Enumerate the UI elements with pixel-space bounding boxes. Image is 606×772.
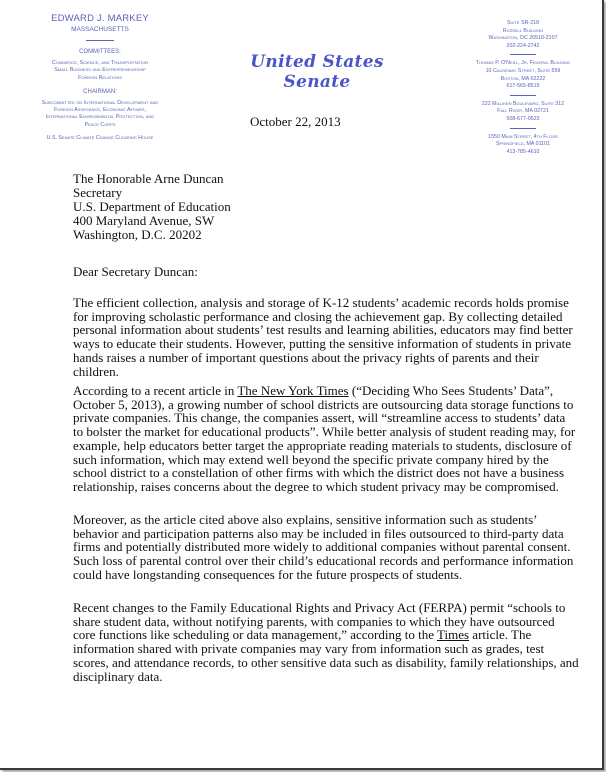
recipient-line: 400 Maryland Avenue, SW [73,213,215,228]
text-span: According to a recent article in [73,383,238,398]
letter-date: October 22, 2013 [250,114,341,129]
senator-name: EDWARD J. MARKEY [51,13,149,24]
office-fall-river [458,101,588,124]
text-line: disciplinary data. [73,668,163,684]
text-line: could have longstanding consequences for the future prospects of students. [73,566,463,582]
paragraph-2 [73,384,593,494]
committee-item: Commerce, Science, and Transportation [51,60,149,66]
office-line: Springfield, MA 01101 [496,141,550,148]
senator-state: MASSACHUSETTS [71,26,129,33]
senate-title: United States Senate [250,52,384,92]
recipient-line: U.S. Department of Education [73,199,231,214]
nyt-reference: The New York Times [237,383,349,398]
text-line: Recent changes to the Family Educational Rights and Privacy Act (FERPA) permit “schools to [73,600,566,615]
text-line: scores, and attendance records, to other sensitive data such as disability, family relationships, and [73,654,579,670]
text-line: personal information about students’ test results and learning abilities, educators may find better [73,322,573,338]
recipient-line: The Honorable Arne Duncan [73,171,224,186]
chairman-line: International Environmental Protection, and [45,114,155,121]
text-line: relationship, raises concerns about the degree to which student privacy may be compromised. [73,478,559,494]
divider [86,40,114,41]
text-line: private companies. This change, the companies assert, will “streamline access to students’ data [73,410,566,426]
text-line: example, help educators better target the appropriate reading materials to students, disclosure of [73,437,572,453]
text-line: such information, which may extend well beyond the specific private company hired by the [73,451,549,467]
text-span: (“Deciding Who Sees Students’ Data”, [348,383,554,398]
text-line: Moreover, as the article cited above also explains, sensitive information such as students’ [73,512,538,527]
office-springfield [458,134,588,157]
text-line: Such loss of parental control over their child’s educational records and performance information [73,553,574,569]
text-line: for improving scholastic performance and closing the achievement gap. By collecting detailed [73,308,563,324]
committee-item: Foreign Relations [78,74,122,81]
chairman-line: Peace Corps [84,121,116,128]
text-line: The efficient collection, analysis and storage of K-12 students’ academic records holds promise [73,295,569,310]
divider [510,95,536,96]
text-span: core functions like scheduling or data management,” according to the [73,627,437,643]
paragraph-4 [73,601,593,683]
letterhead-left [20,13,180,142]
text-span: article. The [469,627,532,643]
committees-heading: COMMITTEES: [79,49,121,55]
text-line: ways to educate their students. However, putting the sensitive information of students in private [73,336,572,352]
chairman-line: Foreign Assistance, Economic Affairs, [53,107,147,114]
office-line: Russell Building [502,27,544,34]
office-line: Boston, MA 02222 [500,75,546,82]
chairman-list [20,100,180,129]
divider [510,54,536,55]
divider [510,128,536,129]
text-line: share student data, without notifying parents, with companies to which they have outsourced [73,613,555,629]
office-phone: 413-785-4610 [506,148,540,155]
office-dc [458,20,588,50]
chairman-line: Subcommittee on International Development and [41,99,159,106]
text-line: hands raises a number of important questions about the privacy rights of parents and their [73,349,539,365]
letterhead-right [458,20,588,156]
office-line: 222 Milliken Boulevard, Suite 312 [481,100,565,107]
office-line: 10 Causeway Street, Suite 559 [485,67,561,74]
chairman-heading: CHAIRMAN: [83,88,117,95]
times-reference: Times [437,627,470,643]
paragraph-1 [73,296,593,378]
recipient-line: Washington, D.C. 20202 [73,227,202,242]
text-line: school district to a constellation of other firms with which the district does not have a business [73,465,565,481]
committee-item: Small Business and Entrepreneurship [54,67,146,74]
paragraph-3 [73,513,593,582]
office-boston [458,60,588,90]
text-line: October 5, 2013), a growing number of school districts are outsourcing data storage functions to [73,396,574,412]
text-line: firms and potentially distributed more widely to additional companies without parental consent. [73,539,571,555]
committees-list [20,60,180,82]
recipient-address [73,172,231,242]
office-line: 1550 Main Street, 4th Floor [488,133,558,140]
office-line: Suite SR-218 [506,20,540,26]
office-phone: 508-677-0523 [506,115,540,122]
recipient-line: Secretary [73,185,123,200]
office-line: Washington, DC 20510-2107 [488,35,558,42]
clearing-house: U.S. Senate Climate Change Clearing House [46,135,154,142]
office-phone: 617-565-8519 [506,83,540,90]
text-line: behavior and participation patterns also may be included in files outsourced to third-party data [73,525,564,541]
office-line: Fall River, MA 02721 [497,108,549,115]
text-line [73,628,593,642]
office-line: Thomas P. O'Neill, Jr. Federal Building [475,60,571,67]
text-line: children. [73,363,119,379]
text-line [73,384,593,398]
text-line: information shared with private companies may vary from information such as grades, test [73,641,545,657]
office-phone: 202-224-2742 [506,42,540,49]
text-line: to bolster the market for educational products”. While better analysis of student reading may, for [73,424,576,440]
salutation: Dear Secretary Duncan: [73,264,198,279]
